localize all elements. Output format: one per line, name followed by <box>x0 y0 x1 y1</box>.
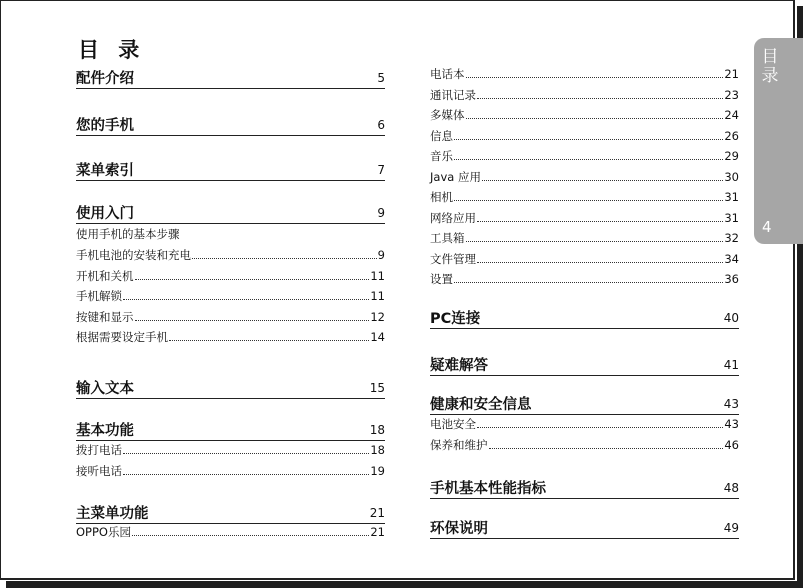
toc-entry-page: 36 <box>724 272 739 286</box>
toc-section[interactable] <box>430 306 739 329</box>
toc-entry-title: 开机和关机 <box>76 269 134 283</box>
toc-entry[interactable] <box>76 226 385 242</box>
toc-section-title: 配件介绍 <box>76 71 134 87</box>
toc-entry-title: 使用手机的基本步骤 <box>76 227 180 241</box>
toc-entry[interactable] <box>430 437 739 453</box>
toc-entry-title: 相机 <box>430 190 453 204</box>
dot-leader <box>477 98 723 99</box>
toc-entry[interactable] <box>76 268 385 284</box>
dot-leader <box>454 200 723 201</box>
toc-entry[interactable] <box>76 524 385 540</box>
toc-entry-page: 9 <box>377 248 385 262</box>
toc-section-title: PC连接 <box>430 311 481 327</box>
toc-entry-title: 电池安全 <box>430 417 476 431</box>
toc-section[interactable] <box>76 501 385 524</box>
toc-entry[interactable] <box>430 107 739 123</box>
toc-entry[interactable] <box>76 288 385 304</box>
toc-section-page: 21 <box>369 506 385 520</box>
page-title: 目 录 <box>78 38 146 62</box>
toc-entry-page: 21 <box>370 525 385 539</box>
toc-entry-title: 工具箱 <box>430 231 465 245</box>
dot-leader <box>466 77 724 78</box>
toc-entry[interactable] <box>430 416 739 432</box>
dot-leader <box>477 221 723 222</box>
toc-section[interactable] <box>430 516 739 539</box>
toc-entry-title: 多媒体 <box>430 108 465 122</box>
toc-section-title: 健康和安全信息 <box>430 397 532 413</box>
dot-leader <box>192 258 377 259</box>
toc-entry-title: 手机电池的安装和充电 <box>76 248 191 262</box>
toc-section[interactable] <box>430 476 739 499</box>
toc-section-title: 手机基本性能指标 <box>430 481 546 497</box>
toc-entry[interactable] <box>430 148 739 164</box>
dot-leader <box>482 180 723 181</box>
toc-entry-page: 19 <box>370 464 385 478</box>
toc-entry-page: 12 <box>370 310 385 324</box>
toc-section-title: 环保说明 <box>430 521 488 537</box>
chapter-tab-label-char: 目 <box>761 47 779 67</box>
toc-entry-page: 46 <box>724 438 739 452</box>
toc-section-title: 您的手机 <box>76 118 134 134</box>
toc-section-title: 主菜单功能 <box>76 506 149 522</box>
page-shadow-bottom <box>6 581 803 588</box>
toc-entry-title: 音乐 <box>430 149 453 163</box>
toc-section-page: 9 <box>377 206 385 220</box>
dot-leader <box>123 299 369 300</box>
toc-entry-page: 31 <box>724 211 739 225</box>
toc-entry[interactable] <box>430 66 739 82</box>
toc-entry[interactable] <box>430 128 739 144</box>
toc-entry-title: 设置 <box>430 272 453 286</box>
dot-leader <box>454 282 723 283</box>
toc-section[interactable] <box>76 113 385 136</box>
toc-entry-page: 23 <box>724 88 739 102</box>
dot-leader <box>477 262 723 263</box>
toc-entry[interactable] <box>430 210 739 226</box>
toc-section-title: 输入文本 <box>76 381 134 397</box>
dot-leader <box>454 159 723 160</box>
toc-entry-page: 31 <box>724 190 739 204</box>
toc-section-page: 5 <box>377 71 385 85</box>
toc-entry-title: 接听电话 <box>76 464 122 478</box>
toc-entry-title: Java 应用 <box>430 170 481 184</box>
toc-entry[interactable] <box>430 271 739 287</box>
toc-entry-page: 21 <box>724 67 739 81</box>
toc-entry[interactable] <box>430 251 739 267</box>
toc-section-page: 48 <box>723 481 739 495</box>
dot-leader <box>477 427 723 428</box>
toc-entry[interactable] <box>76 329 385 345</box>
toc-entry[interactable] <box>76 247 385 263</box>
toc-section-title: 菜单索引 <box>76 163 134 179</box>
toc-section-title: 基本功能 <box>76 423 134 439</box>
toc-section-title: 疑难解答 <box>430 358 488 374</box>
dot-leader <box>135 279 370 280</box>
toc-section-page: 49 <box>723 521 739 535</box>
toc-entry-title: 信息 <box>430 129 453 143</box>
toc-entry-title: 拨打电话 <box>76 443 122 457</box>
toc-entry-page: 11 <box>370 269 385 283</box>
toc-entry[interactable] <box>76 463 385 479</box>
dot-leader <box>454 139 723 140</box>
dot-leader <box>466 241 724 242</box>
dot-leader <box>169 340 369 341</box>
dot-leader <box>135 320 370 321</box>
toc-section[interactable] <box>76 418 385 441</box>
toc-section-page: 7 <box>377 163 385 177</box>
toc-section-page: 6 <box>377 118 385 132</box>
toc-entry-title: 通讯记录 <box>430 88 476 102</box>
toc-section-page: 18 <box>369 423 385 437</box>
toc-section[interactable] <box>76 376 385 399</box>
toc-entry-page: 30 <box>724 170 739 184</box>
toc-section-page: 40 <box>723 311 739 325</box>
toc-entry[interactable] <box>430 230 739 246</box>
toc-section[interactable] <box>430 353 739 376</box>
toc-entry-title: 保养和维护 <box>430 438 488 452</box>
toc-entry-title: OPPO乐园 <box>76 525 131 539</box>
toc-entry[interactable] <box>430 169 739 185</box>
toc-section[interactable] <box>430 392 739 415</box>
toc-entry-page: 32 <box>724 231 739 245</box>
toc-entry-title: 手机解锁 <box>76 289 122 303</box>
toc-entry-title: 文件管理 <box>430 252 476 266</box>
toc-entry-page: 26 <box>724 129 739 143</box>
toc-entry-page: 18 <box>370 443 385 457</box>
toc-section[interactable] <box>76 158 385 181</box>
dot-leader <box>489 448 724 449</box>
toc-entry-title: 按键和显示 <box>76 310 134 324</box>
toc-entry-page: 43 <box>724 417 739 431</box>
dot-leader <box>123 453 369 454</box>
toc-entry-title: 网络应用 <box>430 211 476 225</box>
toc-entry[interactable] <box>430 189 739 205</box>
dot-leader <box>132 535 369 536</box>
toc-section-page: 41 <box>723 358 739 372</box>
chapter-tab-label <box>760 48 780 86</box>
toc-entry[interactable] <box>76 442 385 458</box>
toc-entry[interactable] <box>430 87 739 103</box>
chapter-tab-label-char: 录 <box>761 66 779 86</box>
toc-entry-page: 11 <box>370 289 385 303</box>
toc-entry-page: 29 <box>724 149 739 163</box>
dot-leader <box>123 474 369 475</box>
toc-entry-title: 电话本 <box>430 67 465 81</box>
toc-entry[interactable] <box>76 309 385 325</box>
toc-section-title: 使用入门 <box>76 206 134 222</box>
toc-section-page: 15 <box>369 381 385 395</box>
toc-entry-page: 14 <box>370 330 385 344</box>
toc-section-page: 43 <box>723 397 739 411</box>
toc-section[interactable] <box>76 66 385 89</box>
toc-entry-title: 根据需要设定手机 <box>76 330 168 344</box>
toc-entry-page: 24 <box>724 108 739 122</box>
dot-leader <box>466 118 724 119</box>
chapter-tab-page-number: 4 <box>762 218 772 236</box>
toc-entry-page: 34 <box>724 252 739 266</box>
toc-section[interactable] <box>76 201 385 224</box>
